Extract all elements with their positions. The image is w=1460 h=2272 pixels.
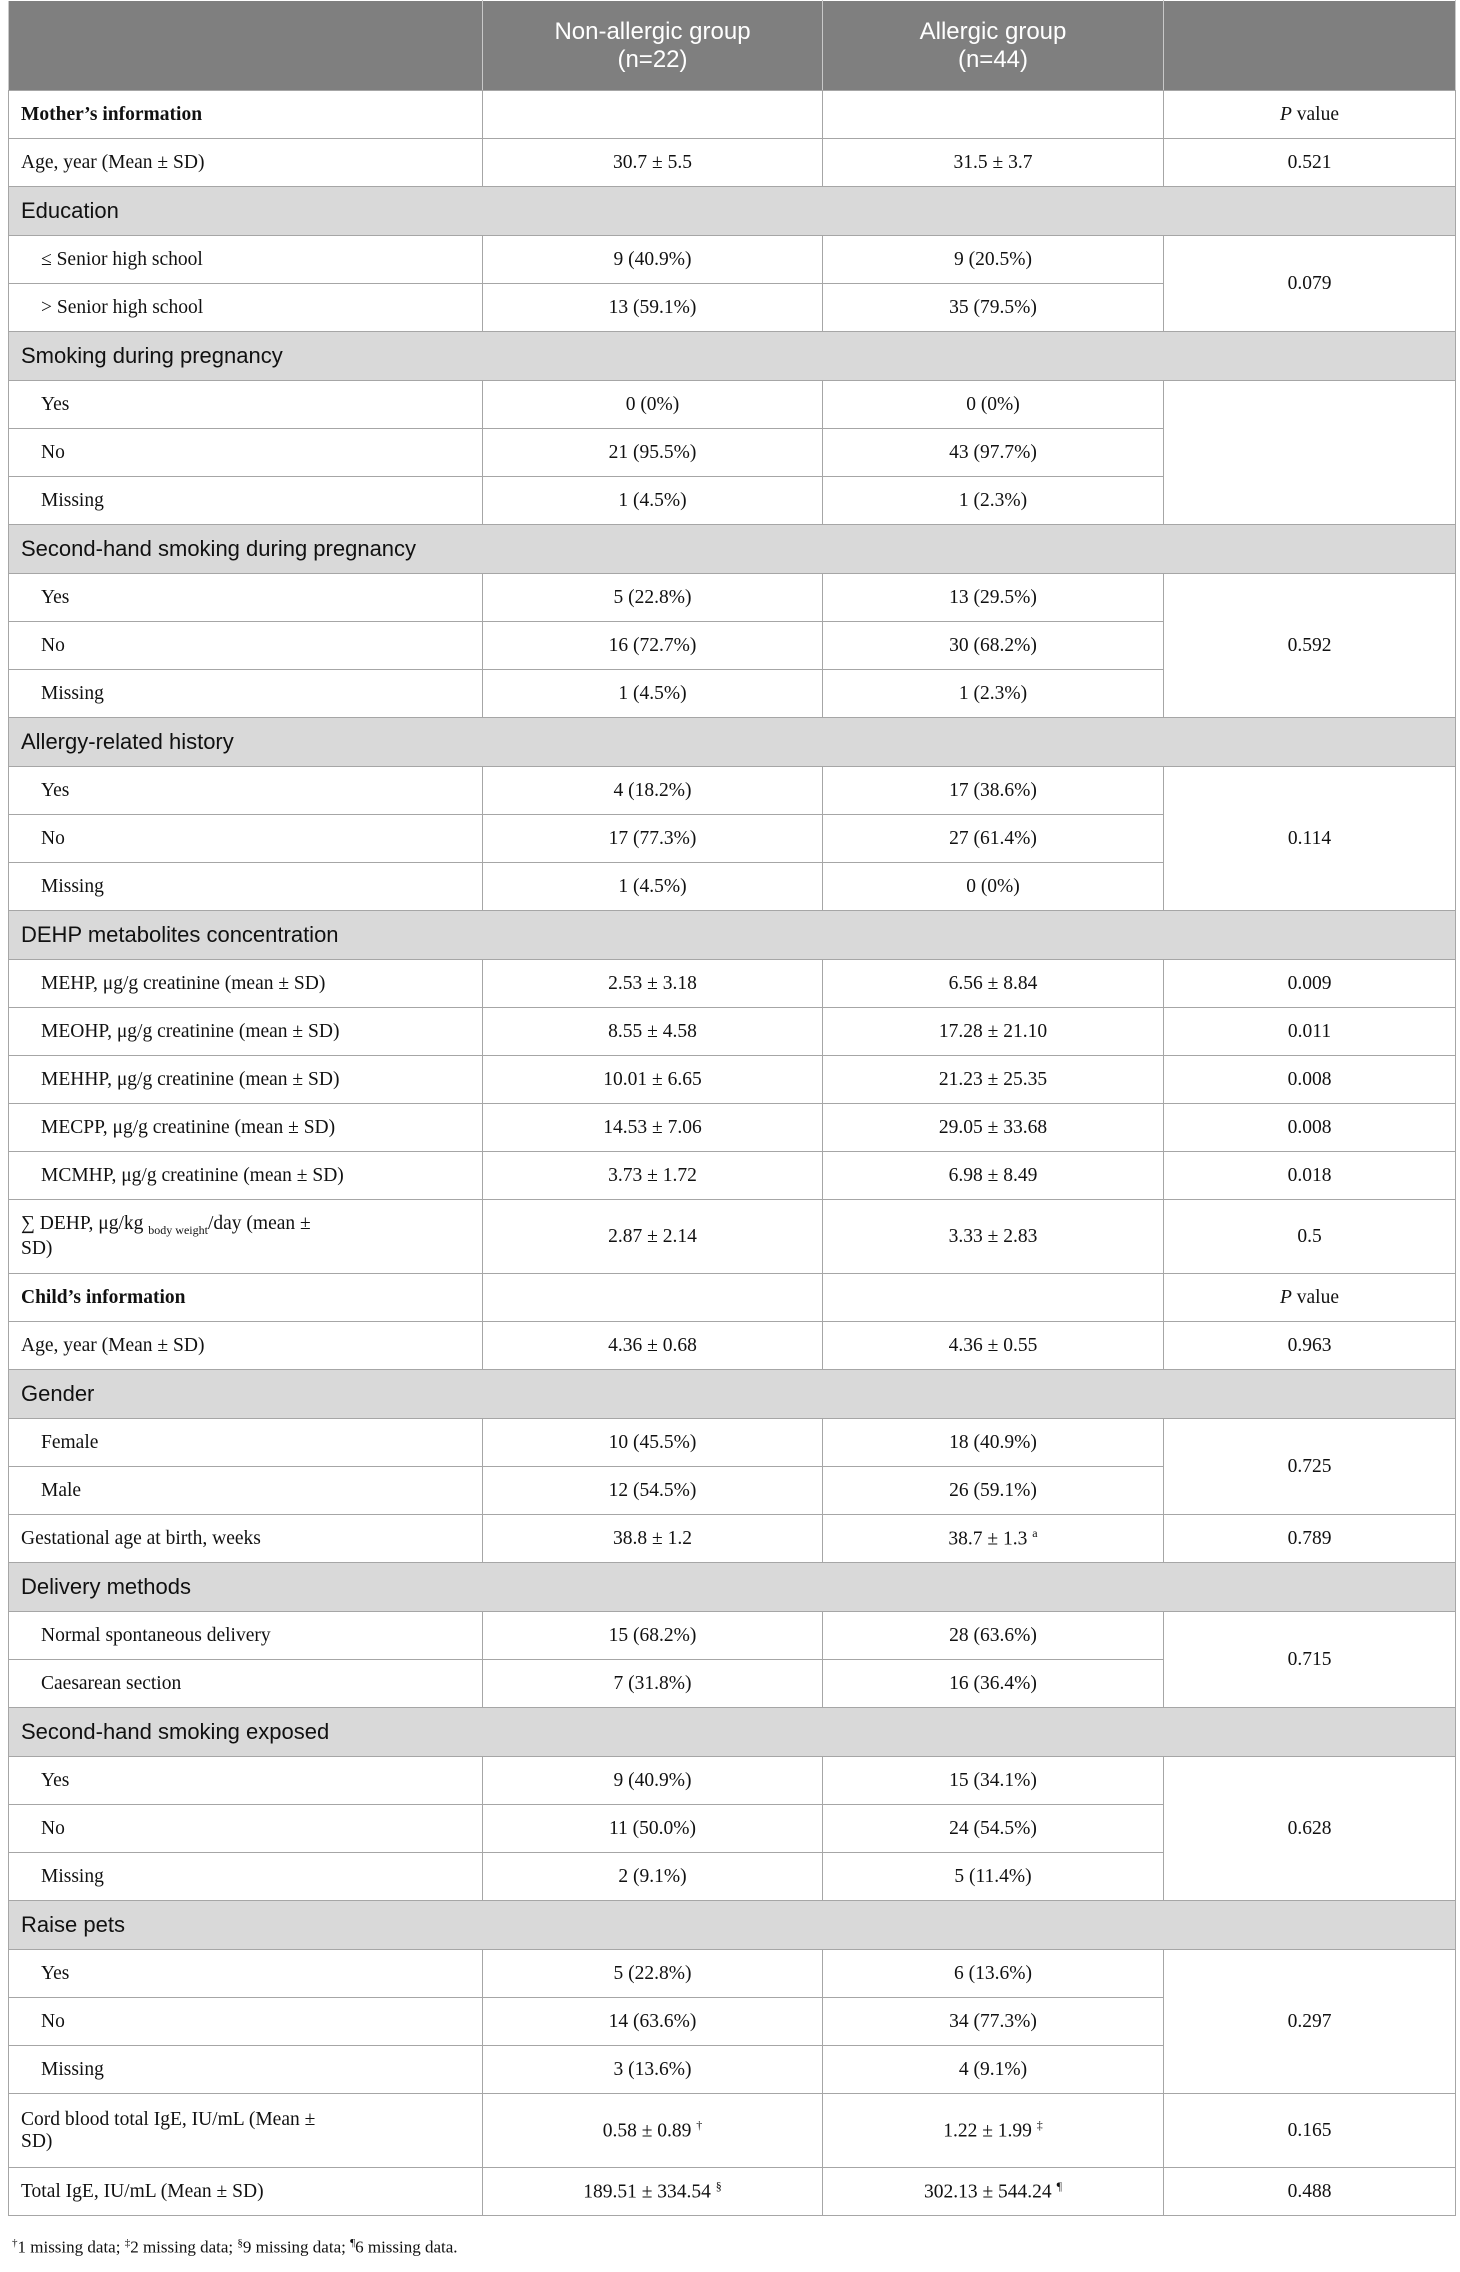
value-text: 189.51 ± 334.54 [583, 2181, 711, 2203]
header-non-allergic-title: Non-allergic group [554, 17, 751, 45]
footnote-text: 2 missing data; [130, 2237, 238, 2257]
p-value: 0.628 [1164, 1757, 1456, 1901]
row-label: Yes [9, 767, 483, 815]
table-row [9, 2168, 1456, 2216]
row-label: Age, year (Mean ± SD) [9, 1322, 483, 1370]
footnote-mark: ‡ [124, 2237, 131, 2249]
table-row [9, 1419, 1456, 1467]
section-title: Second-hand smoking exposed [9, 1708, 1456, 1757]
value-text: 38.7 ± 1.3 [948, 1528, 1028, 1550]
p-value: 0.5 [1164, 1200, 1456, 1274]
row-label: Yes [9, 1757, 483, 1805]
empty-cell [823, 91, 1164, 139]
p-value: 0.592 [1164, 574, 1456, 718]
table-row [9, 574, 1456, 622]
row-label: No [9, 429, 483, 477]
non-allergic-value: 4.36 ± 0.68 [483, 1322, 823, 1370]
table-row [9, 139, 1456, 187]
non-allergic-value: 1 (4.5%) [483, 863, 823, 911]
p-letter: P [1279, 103, 1292, 125]
section-row [9, 525, 1456, 574]
allergic-value: 18 (40.9%) [823, 1419, 1164, 1467]
row-label: Yes [9, 381, 483, 429]
non-allergic-value [483, 2094, 823, 2168]
header-allergic-n: (n=44) [957, 45, 1029, 73]
allergic-value: 29.05 ± 33.68 [823, 1104, 1164, 1152]
allergic-value: 5 (11.4%) [823, 1853, 1164, 1901]
table-row [9, 1152, 1456, 1200]
label-part: ∑ DEHP, μg/kg [21, 1213, 144, 1235]
non-allergic-value: 11 (50.0%) [483, 1805, 823, 1853]
row-label [9, 2094, 483, 2168]
allergic-value: 43 (97.7%) [823, 429, 1164, 477]
non-allergic-value: 4 (18.2%) [483, 767, 823, 815]
table-row [9, 1200, 1456, 1274]
row-label: Yes [9, 574, 483, 622]
row-label: Missing [9, 1853, 483, 1901]
non-allergic-value: 3 (13.6%) [483, 2046, 823, 2094]
footnote-text: 6 missing data. [355, 2237, 458, 2257]
label-part: Cord blood total IgE, IU/mL (Mean ± [21, 2108, 316, 2130]
allergic-value: 0 (0%) [823, 381, 1164, 429]
footnote-mark: ‡ [1036, 2118, 1043, 2133]
p-value: 0.963 [1164, 1322, 1456, 1370]
row-label: MEHP, μg/g creatinine (mean ± SD) [9, 960, 483, 1008]
non-allergic-value: 30.7 ± 5.5 [483, 139, 823, 187]
section-title: DEHP metabolites concentration [9, 911, 1456, 960]
section-row [9, 1563, 1456, 1612]
row-label: Missing [9, 863, 483, 911]
non-allergic-value: 1 (4.5%) [483, 670, 823, 718]
allergic-value: 1 (2.3%) [823, 477, 1164, 525]
non-allergic-value: 14.53 ± 7.06 [483, 1104, 823, 1152]
allergic-value: 16 (36.4%) [823, 1660, 1164, 1708]
allergic-value: 4.36 ± 0.55 [823, 1322, 1164, 1370]
value-text: 0.58 ± 0.89 [602, 2120, 692, 2142]
section-row [9, 1708, 1456, 1757]
non-allergic-value: 0 (0%) [483, 381, 823, 429]
non-allergic-value: 2.53 ± 3.18 [483, 960, 823, 1008]
table-row [9, 960, 1456, 1008]
non-allergic-value: 10 (45.5%) [483, 1419, 823, 1467]
table-header [9, 1, 1456, 91]
label-part: SD) [21, 2130, 53, 2152]
row-label: No [9, 622, 483, 670]
section-title: Smoking during pregnancy [9, 332, 1456, 381]
section-row [9, 332, 1456, 381]
p-suffix: value [1291, 1286, 1340, 1308]
row-label: > Senior high school [9, 284, 483, 332]
mother-info-row [9, 91, 1456, 139]
label-part: /day (mean ± [207, 1213, 311, 1235]
footnote-mark: † [696, 2118, 703, 2133]
row-label: Normal spontaneous delivery [9, 1612, 483, 1660]
allergic-value: 3.33 ± 2.83 [823, 1200, 1164, 1274]
non-allergic-value: 2.87 ± 2.14 [483, 1200, 823, 1274]
header-p [1164, 1, 1456, 91]
allergic-value: 6 (13.6%) [823, 1950, 1164, 1998]
non-allergic-value: 9 (40.9%) [483, 1757, 823, 1805]
row-label: Missing [9, 2046, 483, 2094]
allergic-value: 28 (63.6%) [823, 1612, 1164, 1660]
value-text: 302.13 ± 544.24 [923, 2181, 1052, 2203]
allergic-value [823, 2094, 1164, 2168]
allergic-value: 30 (68.2%) [823, 622, 1164, 670]
header-allergic-title: Allergic group [919, 17, 1067, 45]
non-allergic-value: 17 (77.3%) [483, 815, 823, 863]
table-container [8, 0, 1455, 2216]
p-value: 0.114 [1164, 767, 1456, 911]
p-value: 0.079 [1164, 236, 1456, 332]
row-label: Male [9, 1467, 483, 1515]
footnote-mark: § [237, 2237, 243, 2249]
section-title: Second-hand smoking during pregnancy [9, 525, 1456, 574]
row-label: Female [9, 1419, 483, 1467]
non-allergic-value: 3.73 ± 1.72 [483, 1152, 823, 1200]
non-allergic-value: 14 (63.6%) [483, 1998, 823, 2046]
allergic-value: 1 (2.3%) [823, 670, 1164, 718]
p-value: 0.789 [1164, 1515, 1456, 1563]
non-allergic-value: 2 (9.1%) [483, 1853, 823, 1901]
row-label: Total IgE, IU/mL (Mean ± SD) [9, 2168, 483, 2216]
row-label: ≤ Senior high school [9, 236, 483, 284]
table-row [9, 1104, 1456, 1152]
row-label: Gestational age at birth, weeks [9, 1515, 483, 1563]
allergic-value: 6.98 ± 8.49 [823, 1152, 1164, 1200]
allergic-value: 26 (59.1%) [823, 1467, 1164, 1515]
table-row [9, 1008, 1456, 1056]
allergic-value: 13 (29.5%) [823, 574, 1164, 622]
allergic-value: 15 (34.1%) [823, 1757, 1164, 1805]
allergic-value: 24 (54.5%) [823, 1805, 1164, 1853]
label-part: SD) [21, 1237, 53, 1259]
table-row [9, 236, 1456, 284]
section-title: Allergy-related history [9, 718, 1456, 767]
table-row [9, 1322, 1456, 1370]
section-row [9, 187, 1456, 236]
header-allergic [823, 1, 1164, 91]
empty-cell [483, 91, 823, 139]
p-letter: P [1279, 1286, 1292, 1308]
p-value: 0.008 [1164, 1056, 1456, 1104]
non-allergic-value: 1 (4.5%) [483, 477, 823, 525]
table-row [9, 381, 1456, 429]
non-allergic-value: 38.8 ± 1.2 [483, 1515, 823, 1563]
non-allergic-value: 21 (95.5%) [483, 429, 823, 477]
table-footnote [12, 2237, 458, 2258]
allergic-value: 6.56 ± 8.84 [823, 960, 1164, 1008]
non-allergic-value [483, 2168, 823, 2216]
label-subscript: body weight [148, 1222, 208, 1237]
p-value: 0.008 [1164, 1104, 1456, 1152]
allergic-value: 27 (61.4%) [823, 815, 1164, 863]
p-value-header [1164, 91, 1456, 139]
row-label: Age, year (Mean ± SD) [9, 139, 483, 187]
p-value-header [1164, 1274, 1456, 1322]
allergic-value: 35 (79.5%) [823, 284, 1164, 332]
allergic-value: 9 (20.5%) [823, 236, 1164, 284]
data-table [8, 0, 1456, 2216]
footnote-mark: ¶ [350, 2237, 356, 2249]
row-label [9, 1200, 483, 1274]
allergic-value: 4 (9.1%) [823, 2046, 1164, 2094]
non-allergic-value: 7 (31.8%) [483, 1660, 823, 1708]
child-info-title: Child’s information [9, 1274, 483, 1322]
allergic-value [823, 2168, 1164, 2216]
row-label: No [9, 815, 483, 863]
footnote-text: 9 missing data; [242, 2237, 351, 2257]
p-value: 0.009 [1164, 960, 1456, 1008]
row-label: Missing [9, 477, 483, 525]
child-info-row [9, 1274, 1456, 1322]
table-row [9, 1056, 1456, 1104]
empty-cell [483, 1274, 823, 1322]
row-label: MEOHP, μg/g creatinine (mean ± SD) [9, 1008, 483, 1056]
section-title: Delivery methods [9, 1563, 1456, 1612]
footnote-mark: ¶ [1056, 2179, 1062, 2194]
table-row [9, 1950, 1456, 1998]
p-value: 0.488 [1164, 2168, 1456, 2216]
allergic-value: 17.28 ± 21.10 [823, 1008, 1164, 1056]
row-label: Caesarean section [9, 1660, 483, 1708]
non-allergic-value: 5 (22.8%) [483, 574, 823, 622]
section-title: Education [9, 187, 1456, 236]
table-row [9, 767, 1456, 815]
non-allergic-value: 10.01 ± 6.65 [483, 1056, 823, 1104]
footnote-mark: § [715, 2179, 722, 2194]
allergic-value [823, 1515, 1164, 1563]
section-row [9, 1901, 1456, 1950]
section-title: Gender [9, 1370, 1456, 1419]
allergic-value: 34 (77.3%) [823, 1998, 1164, 2046]
value-text: 1.22 ± 1.99 [943, 2120, 1032, 2142]
non-allergic-value: 5 (22.8%) [483, 1950, 823, 1998]
p-suffix: value [1291, 103, 1340, 125]
empty-cell [823, 1274, 1164, 1322]
header-non-allergic [483, 1, 823, 91]
p-value [1164, 381, 1456, 525]
non-allergic-value: 12 (54.5%) [483, 1467, 823, 1515]
allergic-value: 21.23 ± 25.35 [823, 1056, 1164, 1104]
p-value: 0.011 [1164, 1008, 1456, 1056]
table-row [9, 1757, 1456, 1805]
allergic-value: 31.5 ± 3.7 [823, 139, 1164, 187]
row-label: MECPP, μg/g creatinine (mean ± SD) [9, 1104, 483, 1152]
footnote-mark: † [12, 2237, 18, 2249]
p-value: 0.715 [1164, 1612, 1456, 1708]
non-allergic-value: 9 (40.9%) [483, 236, 823, 284]
footnote-mark: a [1032, 1526, 1038, 1541]
row-label: Missing [9, 670, 483, 718]
row-label: MEHHP, μg/g creatinine (mean ± SD) [9, 1056, 483, 1104]
allergic-value: 17 (38.6%) [823, 767, 1164, 815]
section-row [9, 718, 1456, 767]
table-row [9, 2094, 1456, 2168]
non-allergic-value: 15 (68.2%) [483, 1612, 823, 1660]
p-value: 0.725 [1164, 1419, 1456, 1515]
non-allergic-value: 16 (72.7%) [483, 622, 823, 670]
mother-info-title: Mother’s information [9, 91, 483, 139]
header-non-allergic-n: (n=22) [617, 45, 688, 73]
row-label: MCMHP, μg/g creatinine (mean ± SD) [9, 1152, 483, 1200]
p-value: 0.297 [1164, 1950, 1456, 2094]
section-row [9, 911, 1456, 960]
non-allergic-value: 13 (59.1%) [483, 284, 823, 332]
table-row [9, 1515, 1456, 1563]
non-allergic-value: 8.55 ± 4.58 [483, 1008, 823, 1056]
p-value: 0.165 [1164, 2094, 1456, 2168]
table-row [9, 1612, 1456, 1660]
footnote-text: 1 missing data; [17, 2237, 125, 2257]
header-col-label [9, 1, 483, 91]
section-row [9, 1370, 1456, 1419]
section-title: Raise pets [9, 1901, 1456, 1950]
p-value: 0.521 [1164, 139, 1456, 187]
row-label: Yes [9, 1950, 483, 1998]
allergic-value: 0 (0%) [823, 863, 1164, 911]
row-label: No [9, 1805, 483, 1853]
row-label: No [9, 1998, 483, 2046]
p-value: 0.018 [1164, 1152, 1456, 1200]
